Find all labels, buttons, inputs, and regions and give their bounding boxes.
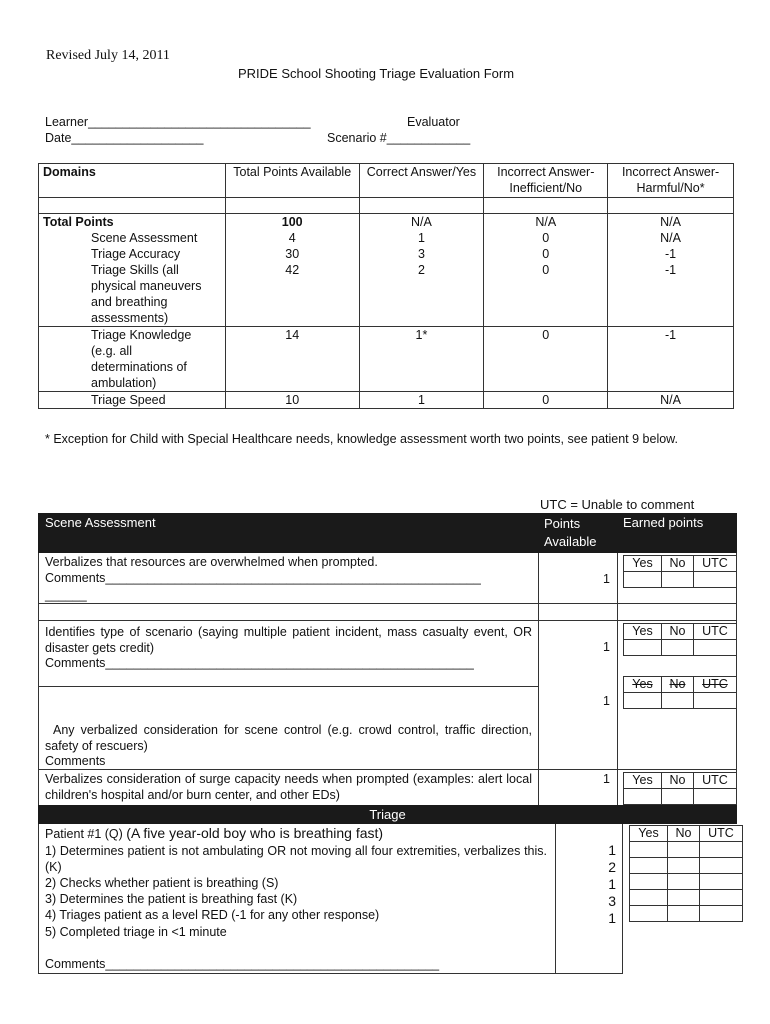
cell: 1 (359, 230, 484, 246)
points-value: 1 (603, 772, 610, 786)
domains-table (38, 163, 734, 409)
triage-step: 3) Determines the patient is breathing fast (K) (45, 892, 298, 906)
divider (622, 824, 623, 974)
cell: 0 (484, 327, 608, 392)
spacer-row (39, 198, 734, 214)
form-title: PRIDE School Shooting Triage Evaluation Form (238, 66, 515, 81)
evaluator-label: Evaluator (407, 115, 460, 129)
yes-checkbox[interactable] (629, 873, 668, 890)
yes-checkbox[interactable] (623, 571, 662, 588)
no-label: No (661, 623, 694, 640)
table-row (39, 327, 734, 392)
earned-points-header: Earned points (623, 515, 704, 530)
no-checkbox[interactable] (667, 857, 700, 874)
no-checkbox[interactable] (667, 873, 700, 890)
divider (38, 824, 39, 974)
no-label: No (661, 772, 694, 789)
points-value: 3 (608, 893, 616, 909)
utc-label: UTC (693, 555, 737, 572)
divider (38, 620, 737, 621)
domain-label: Scene Assessment (39, 230, 226, 246)
domain-label: Triage Skills (all physical maneuvers and breathing assessments) (39, 262, 226, 327)
divider (38, 603, 737, 604)
header-harmful: Incorrect Answer-Harmful/No* (608, 164, 734, 198)
points-value: 1 (608, 910, 616, 926)
table-row (39, 246, 734, 262)
domain-label: Triage Knowledge (e.g. all determinations of ambulation) (39, 327, 226, 392)
no-checkbox[interactable] (667, 889, 700, 906)
utc-checkbox[interactable] (699, 841, 743, 858)
utc-label: UTC (693, 772, 737, 789)
no-checkbox[interactable] (661, 692, 694, 709)
cell: 2 (359, 262, 484, 327)
yes-no-utc-grid (623, 676, 736, 708)
cell: 1* (359, 327, 484, 392)
triage-step: 1) Determines patient is not ambulating OR not moving all four extremities, verbalizes this. (K) (45, 844, 547, 874)
no-checkbox[interactable] (667, 841, 700, 858)
header-domains: Domains (39, 164, 226, 198)
divider (38, 769, 737, 770)
cell: -1 (608, 246, 734, 262)
table-row (39, 392, 734, 409)
utc-checkbox[interactable] (693, 639, 737, 656)
yes-checkbox[interactable] (629, 857, 668, 874)
cell: 10 (225, 392, 359, 409)
total-row (39, 214, 734, 231)
utc-checkbox[interactable] (699, 889, 743, 906)
yes-label: Yes (629, 825, 668, 842)
utc-checkbox[interactable] (693, 571, 737, 588)
yes-checkbox[interactable] (629, 841, 668, 858)
cell: -1 (608, 262, 734, 327)
comments-field[interactable]: Comments_____________________________________________________ (45, 656, 474, 670)
total-inefficient: N/A (484, 214, 608, 231)
cell: 42 (225, 262, 359, 327)
cell: 0 (484, 230, 608, 246)
cell: 30 (225, 246, 359, 262)
comments-field[interactable]: Comments________________________________________________ (45, 957, 440, 971)
comments-field-cont[interactable]: ______ (45, 588, 87, 602)
cell: -1 (608, 327, 734, 392)
domain-label: Triage Speed (39, 392, 226, 409)
table-row (39, 230, 734, 246)
domains-header-row (39, 164, 734, 198)
utc-note: UTC = Unable to comment (540, 497, 695, 512)
no-checkbox[interactable] (661, 788, 694, 805)
scene-item-text: Verbalizes that resources are overwhelmed when prompted. (45, 555, 378, 569)
utc-label: UTC (693, 623, 737, 640)
revised-date: Revised July 14, 2011 (46, 48, 170, 63)
patient-description: (A five year-old boy who is breathing fast) (126, 825, 384, 841)
cell: N/A (608, 392, 734, 409)
cell: 3 (359, 246, 484, 262)
points-available-header: Points Available (544, 516, 597, 549)
points-value: 1 (603, 572, 610, 586)
header-correct: Correct Answer/Yes (359, 164, 484, 198)
yes-no-utc-grid (623, 772, 736, 804)
yes-no-utc-grid (623, 623, 736, 655)
header-inefficient: Incorrect Answer-Inefficient/No (484, 164, 608, 198)
yes-checkbox[interactable] (629, 889, 668, 906)
divider (617, 553, 618, 805)
scene-item-text: Verbalizes consideration of surge capacity needs when prompted (examples: alert local children's hospital and/or burn center, and other EDs) (45, 772, 532, 802)
no-label: No (667, 825, 700, 842)
comments-field[interactable]: Comments______________________________________________________ (45, 571, 481, 585)
divider (538, 553, 539, 805)
no-checkbox[interactable] (667, 905, 700, 922)
total-harmful: N/A (608, 214, 734, 231)
table-row (39, 262, 734, 327)
date-field[interactable]: Date___________________ (45, 131, 204, 145)
triage-header: Triage (38, 805, 737, 824)
scenario-field[interactable]: Scenario #____________ (327, 131, 471, 145)
yes-checkbox[interactable] (623, 639, 662, 656)
no-label: No (661, 676, 694, 693)
yes-checkbox[interactable] (629, 905, 668, 922)
utc-checkbox[interactable] (693, 788, 737, 805)
yes-checkbox[interactable] (623, 692, 662, 709)
utc-checkbox[interactable] (699, 857, 743, 874)
points-value: 1 (603, 694, 610, 708)
scene-item-text: Identifies type of scenario (saying multiple patient incident, mass casualty event, OR disaster gets credit) (45, 625, 532, 655)
scene-item-text: Any verbalized consideration for scene control (e.g. crowd control, traffic direction, safety of rescuers) (45, 723, 532, 753)
total-points: 100 (225, 214, 359, 231)
cell: N/A (608, 230, 734, 246)
yes-label: Yes (623, 772, 662, 789)
triage-step: 2) Checks whether patient is breathing (S) (45, 876, 279, 890)
points-value: 1 (603, 640, 610, 654)
cell: 14 (225, 327, 359, 392)
cell: 1 (359, 392, 484, 409)
points-value: 2 (608, 859, 616, 875)
divider (38, 553, 39, 805)
no-checkbox[interactable] (661, 639, 694, 656)
scene-assessment-header (38, 513, 737, 553)
cell: 0 (484, 262, 608, 327)
domain-label: Triage Accuracy (39, 246, 226, 262)
utc-checkbox[interactable] (699, 905, 743, 922)
no-checkbox[interactable] (661, 571, 694, 588)
points-value: 1 (608, 842, 616, 858)
cell: 0 (484, 392, 608, 409)
triage-yes-no-utc-grid (629, 825, 742, 921)
yes-label: Yes (623, 623, 662, 640)
total-label: Total Points (39, 214, 226, 231)
footnote: * Exception for Child with Special Healthcare needs, knowledge assessment worth two points, see patient 9 below. (45, 432, 678, 446)
yes-label: Yes (623, 676, 662, 693)
points-value: 1 (608, 876, 616, 892)
learner-field[interactable]: Learner________________________________ (45, 115, 311, 129)
divider (555, 824, 556, 974)
triage-step: 4) Triages patient as a level RED (-1 for any other response) (45, 908, 380, 922)
patient-title (45, 825, 383, 841)
yes-checkbox[interactable] (623, 788, 662, 805)
comments-field[interactable]: Comments (45, 754, 106, 768)
utc-label: UTC (693, 676, 737, 693)
cell: 4 (225, 230, 359, 246)
cell: 0 (484, 246, 608, 262)
utc-checkbox[interactable] (699, 873, 743, 890)
yes-no-utc-grid (623, 555, 736, 587)
utc-checkbox[interactable] (693, 692, 737, 709)
utc-label: UTC (699, 825, 743, 842)
scene-title: Scene Assessment (45, 515, 156, 530)
divider (38, 973, 623, 974)
triage-step: 5) Completed triage in <1 minute (45, 925, 227, 939)
header-total-points: Total Points Available (225, 164, 359, 198)
patient-id: Patient #1 (Q) (45, 827, 127, 841)
no-label: No (661, 555, 694, 572)
total-correct: N/A (359, 214, 484, 231)
yes-label: Yes (623, 555, 662, 572)
divider (38, 686, 538, 687)
